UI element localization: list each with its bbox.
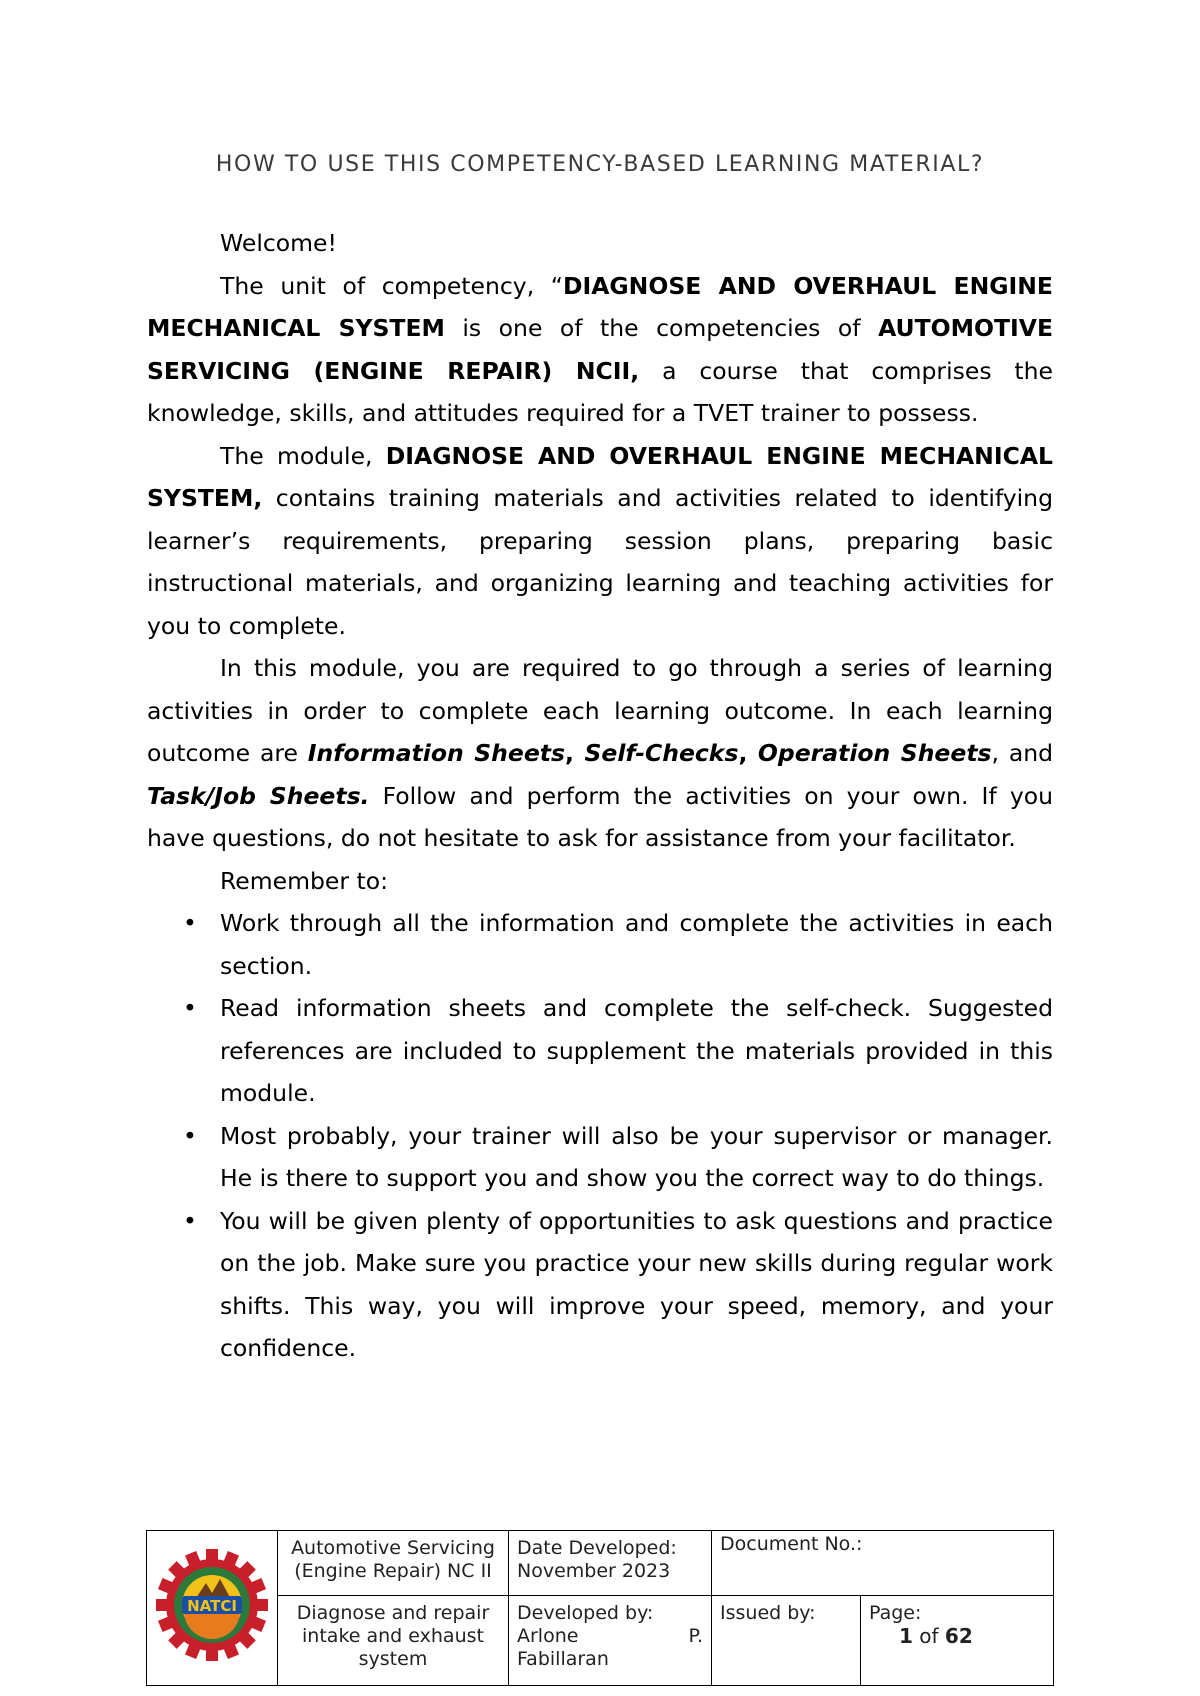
module-title: Diagnose and repair intake and exhaust system	[296, 1601, 490, 1670]
page-of: of	[912, 1623, 945, 1648]
list-item	[147, 987, 1053, 1115]
list-item	[147, 902, 1053, 987]
remember-heading: Remember to:	[220, 866, 388, 895]
document-footer-table	[146, 1530, 1054, 1686]
issued-by-cell	[712, 1595, 861, 1685]
date-developed-label: Date Developed:	[517, 1537, 677, 1559]
document-number-label: Document No.:	[720, 1533, 863, 1555]
date-developed-value: November 2023	[517, 1560, 671, 1582]
list-item-text: Work through all the information and complete the activities in each section.	[220, 909, 1053, 980]
developer-middle-initial: P.	[688, 1624, 703, 1647]
p1-course-name: AUTOMOTIVE SERVICING (ENGINE REPAIR) NCII,	[147, 314, 1053, 385]
date-developed-cell	[509, 1531, 712, 1596]
bullet-icon: •	[183, 994, 197, 1022]
p1-competency-name: DIAGNOSE AND OVERHAUL ENGINE MECHANICAL SYSTEM	[147, 271, 1053, 342]
p3-self-checks: Self-Checks	[584, 739, 739, 767]
list-item-text: Most probably, your trainer will also be your supervisor or manager. He is there to support you and show you the correct way to do things.	[220, 1121, 1053, 1192]
p1-text-c: is one of the competencies of	[444, 314, 879, 342]
list-item-text: Read information sheets and complete the self-check. Suggested references are included to supplement the materials provided in this module.	[220, 994, 1053, 1107]
paragraph-learning-activities	[147, 647, 1053, 860]
list-item-text: You will be given plenty of opportunities to ask questions and practice on the job. Make sure you practice your new skills during regular work shifts. This way, you will improve your speed, memory, and your confidence.	[220, 1206, 1053, 1362]
p2-text-a: The module,	[220, 441, 386, 470]
p3-text-i: Follow and perform the activities on your own. If you have questions, do not hesitate to ask for assistance from your facilitator.	[147, 781, 1053, 852]
bullet-icon: •	[183, 909, 197, 937]
page-number-cell	[861, 1595, 1054, 1685]
reminder-list	[147, 902, 1053, 1370]
p3-task-job-sheets: Task/Job Sheets.	[147, 781, 370, 810]
p1-text-e: a course that comprises the knowledge, skills, and attitudes required for a TVET trainer to possess.	[147, 356, 1053, 427]
paragraph-unit-of-competency	[147, 265, 1053, 435]
p3-operation-sheets: Operation Sheets	[757, 739, 992, 767]
logo-cell	[147, 1531, 278, 1686]
bullet-icon: •	[183, 1121, 197, 1150]
p3-comma-2: ,	[738, 739, 758, 767]
welcome-text: Welcome!	[220, 229, 337, 257]
qualification-cell	[278, 1531, 509, 1596]
module-title-cell	[278, 1595, 509, 1685]
p2-module-name: DIAGNOSE AND OVERHAUL ENGINE MECHANICAL SYSTEM,	[147, 441, 1054, 512]
developed-by-cell	[509, 1595, 712, 1685]
issued-by-label: Issued by:	[720, 1601, 816, 1624]
natci-logo	[154, 1547, 270, 1663]
list-item	[147, 1200, 1053, 1370]
document-number-cell	[712, 1531, 1054, 1596]
page-total: 62	[944, 1623, 973, 1648]
page-label: Page:	[869, 1601, 922, 1624]
page-current: 1	[899, 1623, 913, 1648]
logo-text: NATCI	[187, 1597, 237, 1615]
body-text	[147, 222, 1053, 1370]
list-item	[147, 1115, 1053, 1200]
p3-text-g: , and	[991, 739, 1054, 767]
p3-comma-1: ,	[565, 739, 585, 767]
bullet-icon: •	[183, 1206, 197, 1235]
p3-information-sheets: Information Sheets	[307, 739, 566, 767]
paragraph-module	[147, 435, 1053, 648]
p2-text-c: contains training materials and activities related to identifying learner’s requirements, preparing session plans, preparing basic instructional materials, and organizing learning and teaching activities for you to complete.	[147, 484, 1053, 640]
page-title: HOW TO USE THIS COMPETENCY-BASED LEARNING MATERIAL?	[215, 152, 985, 177]
qualification-title: Automotive Servicing (Engine Repair) NC II	[291, 1537, 495, 1582]
developed-by-label: Developed by:	[517, 1601, 654, 1624]
developer-last-name: Fabillaran	[517, 1647, 609, 1670]
p1-text-a: The unit of competency, “	[220, 271, 563, 300]
p3-text-a: In this module, you are required to go through a series of learning activities in order to complete each learning outcome. In each learning outcome are	[147, 654, 1053, 767]
developer-first-name: Arlone	[517, 1624, 579, 1647]
